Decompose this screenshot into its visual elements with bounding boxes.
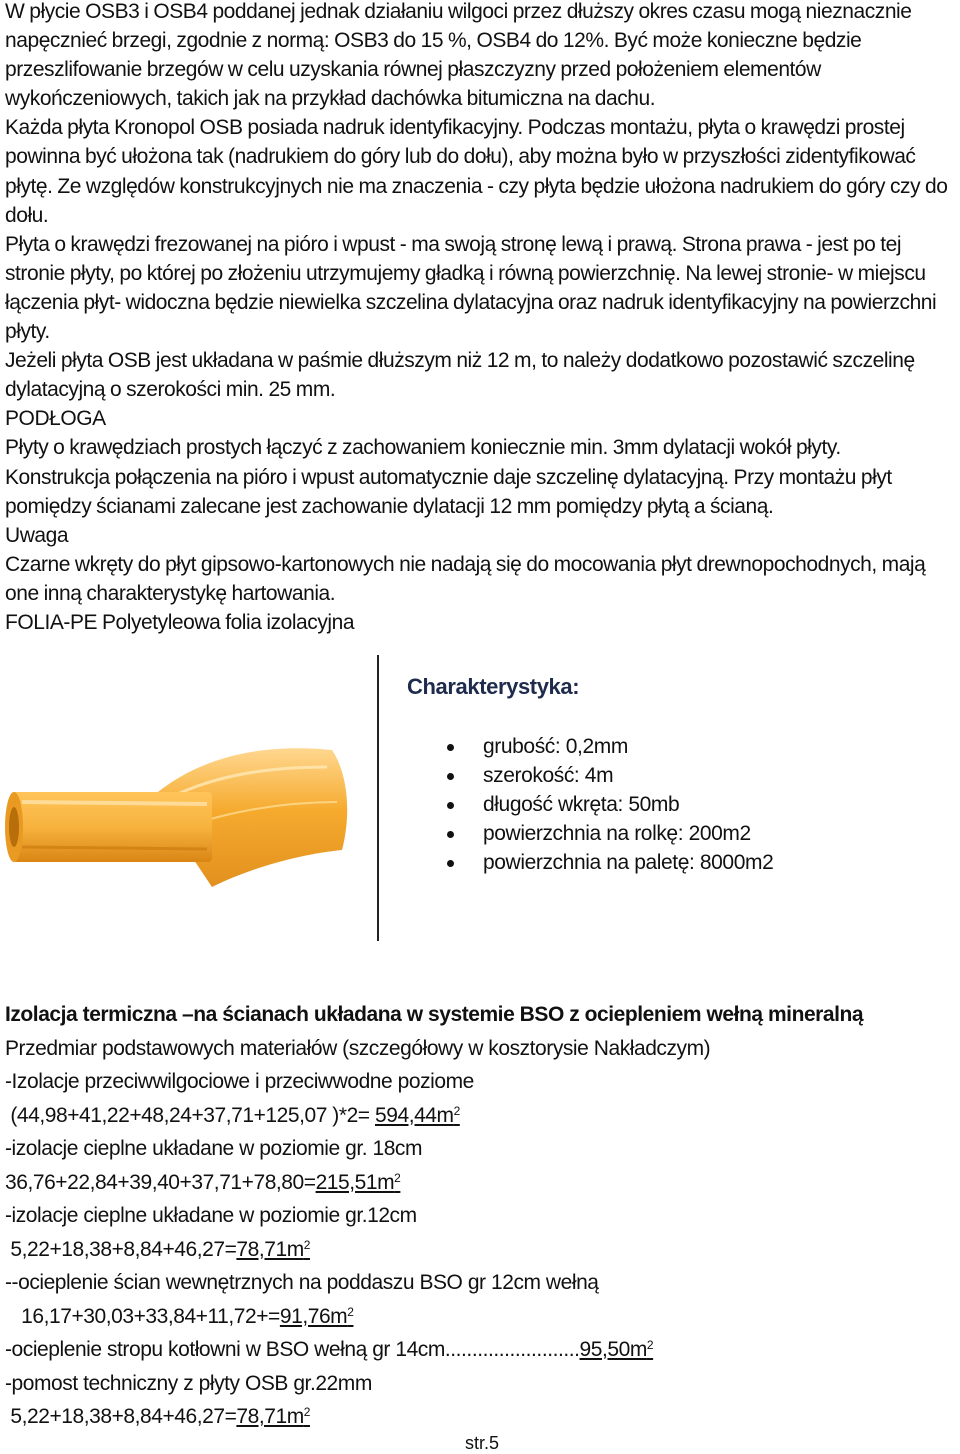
list-item: grubość: 0,2mm <box>445 732 773 761</box>
heading-podloga: PODŁOGA <box>5 407 106 431</box>
heading-uwaga: Uwaga <box>5 523 69 547</box>
list-item: powierzchnia na paletę: 8000m2 <box>445 848 773 877</box>
divider-line <box>377 655 379 941</box>
section-title: Izolacja termiczna –na ścianach układana w systemie BSO z ociepleniem wełną mineralną <box>5 1003 864 1026</box>
item-label: -Izolacje przeciwwilgociowe i przeciwwodne poziome <box>5 1070 474 1093</box>
section-intro: Przedmiar podstawowych materiałów (szczegółowy w kosztorysie Nakładczym) <box>5 1036 711 1060</box>
item-label: -pomost techniczny z płyty OSB gr.22mm <box>5 1371 372 1395</box>
item-formula: $36,76+22,84+39,40+37,71+78,80=215,51m^2$ <box>5 1170 401 1194</box>
item-result: $91,76m^2$ <box>279 1304 354 1328</box>
item-result: $95,50m^2$ <box>579 1338 654 1361</box>
item-result: $215,51m^2$ <box>315 1170 401 1194</box>
item-inline: -ocieplenie stropu kotłowni w BSO wełną gr $14cm.........................95,50m^2$ <box>5 1338 654 1361</box>
item-result: $594,44m^2$ <box>375 1103 460 1127</box>
item-label: -izolacje cieplne układane w poziomie gr.12cm <box>5 1204 417 1227</box>
item-result: $78,71m^2$ <box>236 1237 310 1261</box>
page-number: str.5 <box>465 1433 500 1453</box>
item-label: --ocieplenie ścian wewnętrznych na poddaszu BSO gr 12cm wełną <box>5 1271 599 1294</box>
item-formula: $5,22+18,38+8,84+46,27=78,71m^2$ <box>5 1405 310 1428</box>
paragraph-folia-title: FOLIA-PE Polyetyleowa folia izolacyjna <box>5 610 355 634</box>
foil-roll-image <box>2 742 364 892</box>
item-formula: (44,98+41,22+48,24+37,71+125,07 )$*2= 594,44m^2$ <box>5 1103 460 1127</box>
list-item: powierzchnia na rolkę: 200m2 <box>445 819 773 848</box>
characteristics-list <box>445 732 773 877</box>
item-label: -izolacje cieplne układane w poziomie gr. 18cm <box>5 1137 423 1160</box>
list-item: szerokość: 4m <box>445 761 773 790</box>
paragraph-construction: Konstrukcja połączenia na pióro i wpust automatycznie daje szczelinę dylatacyjną. Przy montażu płyt pomiędzy ścianami zalecane jest zachowanie dylatacji 12 mm pomiędzy płytą a ścianą. <box>5 465 892 518</box>
paragraph-identification-print: Każda płyta Kronopol OSB posiada nadruk identyfikacyjny. Podczas montażu, płyta o krawędzi prostej powinna być ułożona tak (nadrukiem do góry lub do dołu), aby można było w przyszłości zidentyfikować płytę. Ze względów konstrukcyjnych nie ma znaczenia - czy płyta będzie ułożona nadrukiem do góry czy do dołu. <box>5 116 948 227</box>
paragraph-straight-edges: Płyty o krawędziach prostych łączyć z zachowaniem koniecznie min. 3mm dylatacji wokół płyty. <box>5 436 841 460</box>
characteristics-heading: Charakterystyka: <box>407 674 580 699</box>
paragraph-expansion-gap: Jeżeli płyta OSB jest układana w paśmie dłuższym niż 12 m, to należy dodatkowo pozostawić szczelinę dylatacyjną o szerokości min. 25 mm. <box>5 349 915 402</box>
item-formula: $5,22+18,38+8,84+46,27=78,71m^2$ <box>5 1237 310 1261</box>
thermal-insulation-section <box>5 998 957 1434</box>
intro-text <box>5 0 957 637</box>
list-item: długość wkręta: 50mb <box>445 790 773 819</box>
paragraph-tongue-groove: Płyta o krawędzi frezowanej na pióro i wpust - ma swoją stronę lewą i prawą. Strona prawa - jest po tej stronie płyty, po której po złożeniu utrzymujemy gładką i równą powierzchnię. Na lewej stronie- w miejscu łączenia płyt- widoczna będzie niewielka szczelina dylatacyjna oraz nadruk identyfikacyjny na powierzchni płyty. <box>5 232 937 344</box>
item-formula: $16,17+30,03+33,84+11,72+=91,76m^2$ <box>5 1304 354 1328</box>
item-result: $78,71m^2$ <box>236 1405 310 1428</box>
paragraph-screws: Czarne wkręty do płyt gipsowo-kartonowych nie nadają się do mocowania płyt drewnopochodnych, mają one inną charakterystykę hartowania. <box>5 552 926 605</box>
paragraph-osb-moisture: W płycie OSB3 i OSB4 poddanej jednak działaniu wilgoci przez dłuższy okres czasu mogą nieznacznie napęcznieć brzegi, zgodnie z normą: OSB3 do 15 %, OSB4 do 12%. Być może konieczne będzie przeszlifowanie brzegów w celu uzyskania równej płaszczyzny przed położeniem elementów wykończeniowych, takich jak na przykład dachówka bitumiczna na dachu. <box>5 0 912 111</box>
